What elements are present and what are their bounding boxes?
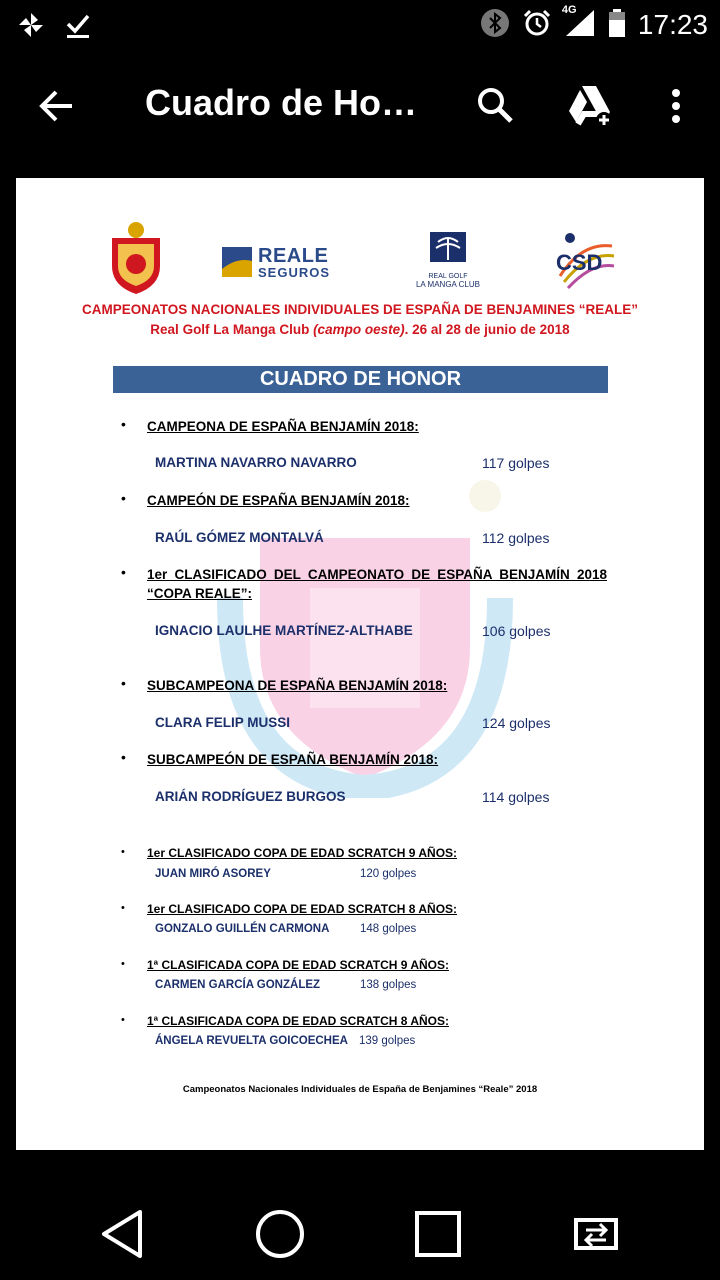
winner-score: 112 golpes <box>482 530 550 546</box>
switch-app-icon <box>566 1212 626 1256</box>
search-icon <box>475 85 515 125</box>
document-footer: Campeonatos Nacionales Individuales de España de Benjamines “Reale” 2018 <box>182 1084 538 1095</box>
add-to-drive-button[interactable] <box>562 80 618 132</box>
nav-recents-square-icon <box>413 1209 463 1259</box>
more-vert-icon <box>670 88 682 124</box>
battery-icon <box>608 8 626 43</box>
winner-name: GONZALO GUILLÉN CARMONA <box>155 923 330 935</box>
section-title: 1er CLASIFICADO COPA DE EDAD SCRATCH 9 AÑOS: <box>147 846 458 860</box>
winner-name: CLARA FELIP MUSSI <box>155 715 291 730</box>
winner-score: 139 golpes <box>359 1035 416 1047</box>
nav-recents-button[interactable] <box>408 1206 468 1262</box>
nav-home-button[interactable] <box>250 1206 310 1262</box>
section-title: SUBCAMPEONA DE ESPAÑA BENJAMÍN 2018: <box>147 678 448 693</box>
status-time: 17:23 <box>637 9 708 40</box>
bullet: • <box>121 902 125 914</box>
section-title-line2: “COPA REALE”: <box>147 586 253 601</box>
bluetooth-icon <box>480 8 510 43</box>
winner-name: IGNACIO LAULHE MARTÍNEZ-ALTHABE <box>155 623 413 638</box>
network-type-label: 4G <box>561 3 577 16</box>
add-to-drive-icon <box>566 84 614 128</box>
federation-crest-logo <box>104 220 168 296</box>
winner-score: 106 golpes <box>482 623 551 639</box>
section-title: 1ª CLASIFICADA COPA DE EDAD SCRATCH 8 AÑOS: <box>147 1014 450 1028</box>
navigation-bar <box>0 1180 720 1280</box>
federation-watermark-icon <box>200 478 530 798</box>
nav-back-button[interactable] <box>92 1206 152 1262</box>
arrow-back-icon <box>36 86 76 126</box>
bullet: • <box>121 564 126 580</box>
alarm-icon <box>522 8 552 43</box>
winner-score: 117 golpes <box>482 455 550 471</box>
pinwheel-icon <box>16 10 46 45</box>
search-button[interactable] <box>470 80 520 130</box>
pdf-page[interactable] <box>16 178 704 1150</box>
winner-name: CARMEN GARCÍA GONZÁLEZ <box>155 979 321 991</box>
winner-score: 124 golpes <box>482 715 551 731</box>
section-title: CAMPEONA DE ESPAÑA BENJAMÍN 2018: <box>147 419 419 434</box>
section-title: SUBCAMPEÓN DE ESPAÑA BENJAMÍN 2018: <box>147 752 439 767</box>
section-title: 1er CLASIFICADO DEL CAMPEONATO DE ESPAÑA BENJAMÍN 2018 <box>147 567 607 582</box>
nav-back-triangle-icon <box>98 1208 146 1260</box>
csd-logo <box>552 232 616 292</box>
section-title: CAMPEÓN DE ESPAÑA BENJAMÍN 2018: <box>147 493 410 508</box>
nav-home-circle-icon <box>254 1208 306 1260</box>
section-title: 1ª CLASIFICADA COPA DE EDAD SCRATCH 9 AÑOS: <box>147 958 450 972</box>
winner-score: 148 golpes <box>360 923 417 935</box>
back-button[interactable] <box>30 80 82 132</box>
sponsor-logos <box>16 220 704 290</box>
signal-icon <box>561 3 596 43</box>
reale-word: REALE <box>258 244 329 267</box>
winner-name: ARIÁN RODRÍGUEZ BURGOS <box>155 789 346 804</box>
seguros-word: SEGUROS <box>258 264 331 280</box>
winner-name: JUAN MIRÓ ASOREY <box>155 868 271 880</box>
status-bar <box>0 0 720 50</box>
venue-course: (campo oeste) <box>313 322 405 337</box>
more-options-button[interactable] <box>654 80 698 132</box>
document-title: Cuadro de Ho… <box>145 82 418 123</box>
bullet: • <box>121 1014 125 1026</box>
app-bar <box>0 52 720 162</box>
bullet: • <box>121 958 125 970</box>
section-title: 1er CLASIFICADO COPA DE EDAD SCRATCH 8 AÑOS: <box>147 902 458 916</box>
winner-score: 138 golpes <box>360 979 417 991</box>
bullet: • <box>121 490 126 506</box>
cuadro-de-honor-banner: CUADRO DE HONOR <box>113 366 608 393</box>
csd-text: CSD <box>556 250 603 275</box>
winner-score: 114 golpes <box>482 789 550 805</box>
bullet: • <box>121 846 125 858</box>
la-manga-club-logo <box>408 228 488 302</box>
manga-name-text: LA MANGA CLUB <box>415 280 481 289</box>
winner-name: RAÚL GÓMEZ MONTALVÁ <box>155 530 324 545</box>
venue-name: Real Golf La Manga Club <box>150 322 314 337</box>
championship-venue <box>16 322 704 337</box>
winner-name: ÁNGELA REVUELTA GOICOECHEA <box>155 1035 348 1047</box>
bullet: • <box>121 749 126 765</box>
download-done-icon <box>64 11 92 44</box>
manga-real-golf-text: REAL GOLF <box>428 273 468 280</box>
venue-dates: . 26 al 28 de junio de 2018 <box>404 322 570 337</box>
nav-switch-app-button[interactable] <box>566 1206 626 1262</box>
winner-score: 120 golpes <box>360 868 417 880</box>
bullet: • <box>121 416 126 432</box>
bullet: • <box>121 675 126 691</box>
reale-seguros-logo <box>222 244 334 280</box>
championship-title: CAMPEONATOS NACIONALES INDIVIDUALES DE ESPAÑA DE BENJAMINES “REALE” <box>81 302 639 317</box>
winner-name: MARTINA NAVARRO NAVARRO <box>155 455 357 470</box>
